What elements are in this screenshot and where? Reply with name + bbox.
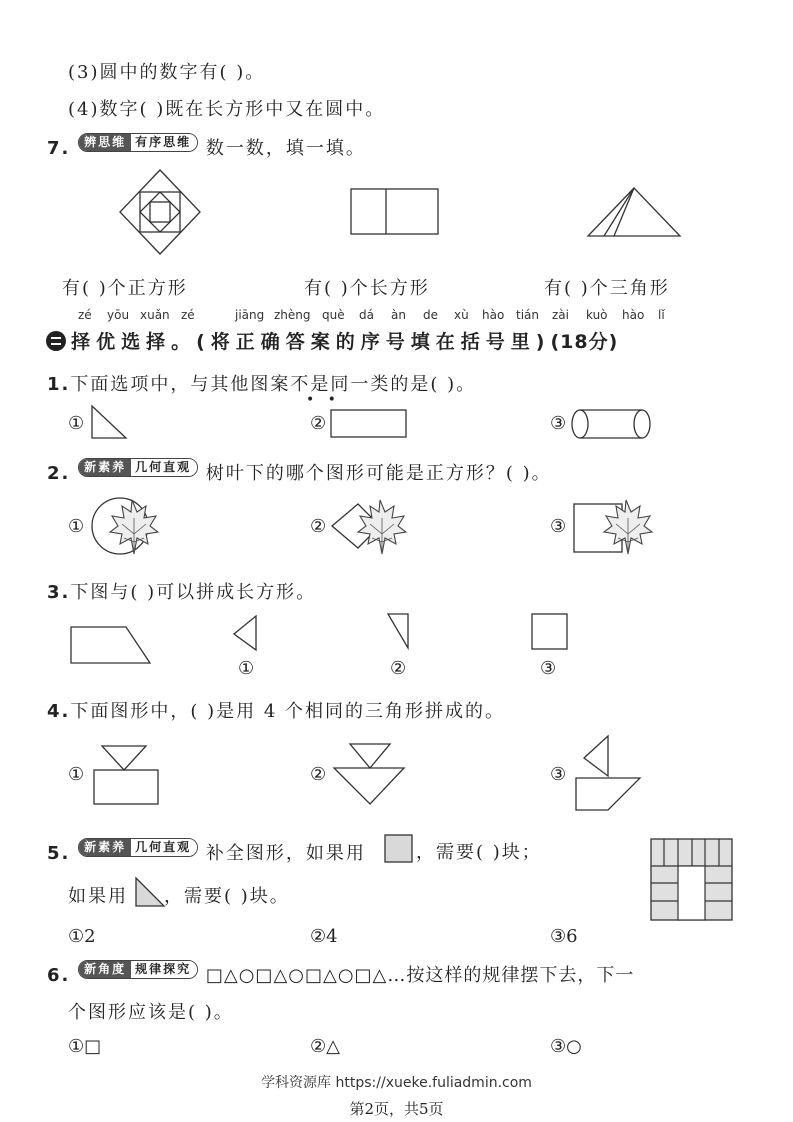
page-number: 第2页，共5页 xyxy=(349,1100,444,1118)
category-tag xyxy=(78,960,198,979)
option-2-label: ② xyxy=(310,764,327,785)
emphasis-dots: • • xyxy=(306,392,336,408)
option-1-label: ① xyxy=(238,658,255,679)
category-tag xyxy=(78,458,198,477)
sail-boat-figure xyxy=(572,734,644,814)
question-3 xyxy=(47,578,316,604)
pinyin: zé xyxy=(181,308,195,322)
pinyin: dá xyxy=(359,308,374,322)
square-option-3 xyxy=(530,612,570,650)
section-score: (18分) xyxy=(550,331,619,353)
tag-primary: 新角度 xyxy=(79,961,131,978)
option-1-label: ① xyxy=(68,764,85,785)
tag-secondary: 几何直观 xyxy=(131,459,197,476)
tag-secondary: 规律探究 xyxy=(131,961,197,978)
answer-squares: 有( )个正方形 xyxy=(62,278,188,299)
option-3-label: ③ xyxy=(550,516,567,537)
section-two-badge-icon xyxy=(46,331,66,351)
option-1: ①□ xyxy=(68,1036,102,1057)
tag-secondary: 几何直观 xyxy=(131,839,197,856)
triangles-figure xyxy=(586,186,682,238)
pinyin: de xyxy=(423,308,438,322)
section-title: 择优选择。(将正确答案的序号填在括号里) xyxy=(71,331,551,353)
question-text: □△○□△○□△○□△…按这样的规律摆下去，下一 xyxy=(205,965,635,986)
small-triangle-option-2 xyxy=(386,612,412,652)
question-7 xyxy=(47,133,366,160)
question-6-part-4: (4)数字( )既在长方形中又在圆中。 xyxy=(68,99,386,120)
question-number: 4. xyxy=(47,701,71,722)
question-number: 6. xyxy=(47,965,71,986)
option-3-label: ③ xyxy=(550,413,567,434)
pinyin: tián xyxy=(516,308,539,322)
maple-leaf-icon xyxy=(604,500,652,554)
category-tag xyxy=(78,133,198,152)
pinyin: xù xyxy=(454,308,469,322)
maple-leaf-icon xyxy=(110,500,158,554)
question-number: 2. xyxy=(47,463,71,484)
small-triangle-option-1 xyxy=(232,614,260,654)
diamond-under-leaf xyxy=(330,496,414,558)
option-1-label: ① xyxy=(68,413,85,434)
option-2-label: ② xyxy=(390,658,407,679)
option-3: ③○ xyxy=(550,1036,582,1057)
question-4 xyxy=(47,697,505,723)
rectangle-shape xyxy=(330,409,408,439)
pinyin: xuǎn xyxy=(140,308,170,322)
pinyin: zhèng xyxy=(274,308,311,322)
category-tag xyxy=(78,838,198,857)
question-number: 1. xyxy=(47,374,71,395)
question-text: 数一数，填一填。 xyxy=(205,138,366,159)
option-3-label: ③ xyxy=(540,658,557,679)
triangle-over-rectangle-figure xyxy=(92,744,162,806)
question-number: 7. xyxy=(47,138,71,159)
gray-square-tile-icon xyxy=(384,834,414,864)
tag-primary: 辨思维 xyxy=(79,134,131,151)
square-under-leaf xyxy=(572,496,662,558)
pinyin: zài xyxy=(552,308,569,322)
option-2-label: ② xyxy=(310,516,327,537)
question-text-continued: ，需要( )块； xyxy=(416,842,542,863)
pinyin: àn xyxy=(391,308,406,322)
tag-secondary: 有序思维 xyxy=(131,134,197,151)
pinyin: jiāng xyxy=(235,308,265,322)
maple-leaf-icon xyxy=(358,500,406,554)
question-5 xyxy=(47,838,366,865)
question-6 xyxy=(47,960,634,987)
question-text: 下面图形中，( )是用 4 个相同的三角形拼成的。 xyxy=(70,701,506,722)
answer-triangles: 有( )个三角形 xyxy=(544,278,670,299)
option-2: ②△ xyxy=(310,1036,340,1057)
stacked-triangles-figure xyxy=(332,742,408,808)
footer-site: 学科资源库 https://xueke.fuliadmin.com xyxy=(261,1075,532,1091)
nested-squares-figure xyxy=(118,168,202,256)
cylinder-shape xyxy=(570,408,656,440)
question-2 xyxy=(47,458,552,485)
pinyin: hào xyxy=(482,308,505,322)
question-text: 补全图形，如果用 xyxy=(205,843,366,864)
wall-with-gap-figure xyxy=(650,838,734,922)
gray-triangle-tile-icon xyxy=(134,876,166,908)
question-6-part-3: (3)圆中的数字有( )。 xyxy=(68,62,266,83)
pinyin: zé xyxy=(78,308,92,322)
pinyin: kuò xyxy=(586,308,608,322)
tag-primary: 新素养 xyxy=(79,839,131,856)
split-rectangle-figure xyxy=(350,188,440,236)
option-3: ③6 xyxy=(550,926,578,947)
question-1 xyxy=(47,370,476,396)
question-text: 下图与( )可以拼成长方形。 xyxy=(70,582,317,603)
question-text: 下面选项中，与其他图案不是同一类的是( )。 xyxy=(70,374,477,395)
trapezoid-shape xyxy=(70,626,154,666)
pinyin: yōu xyxy=(107,308,130,322)
question-text-line2: 个图形应该是( )。 xyxy=(68,1002,234,1023)
option-1: ①2 xyxy=(68,926,96,947)
question-text: 树叶下的哪个图形可能是正方形？( )。 xyxy=(205,463,552,484)
pinyin: lǐ xyxy=(658,308,665,322)
question-text-line2: 如果用 xyxy=(68,886,128,907)
circle-under-leaf xyxy=(90,496,170,558)
question-number: 5. xyxy=(47,843,71,864)
option-2-label: ② xyxy=(310,413,327,434)
option-2: ②4 xyxy=(310,926,338,947)
answer-rectangles: 有( )个长方形 xyxy=(304,278,430,299)
option-3-label: ③ xyxy=(550,764,567,785)
section-heading xyxy=(46,327,618,354)
pinyin: què xyxy=(322,308,345,322)
question-text-line2-continued: ，需要( )块。 xyxy=(164,886,290,907)
tag-primary: 新素养 xyxy=(79,459,131,476)
pinyin: hào xyxy=(622,308,645,322)
option-1-label: ① xyxy=(68,516,85,537)
question-number: 3. xyxy=(47,582,71,603)
right-triangle-shape xyxy=(90,404,130,440)
